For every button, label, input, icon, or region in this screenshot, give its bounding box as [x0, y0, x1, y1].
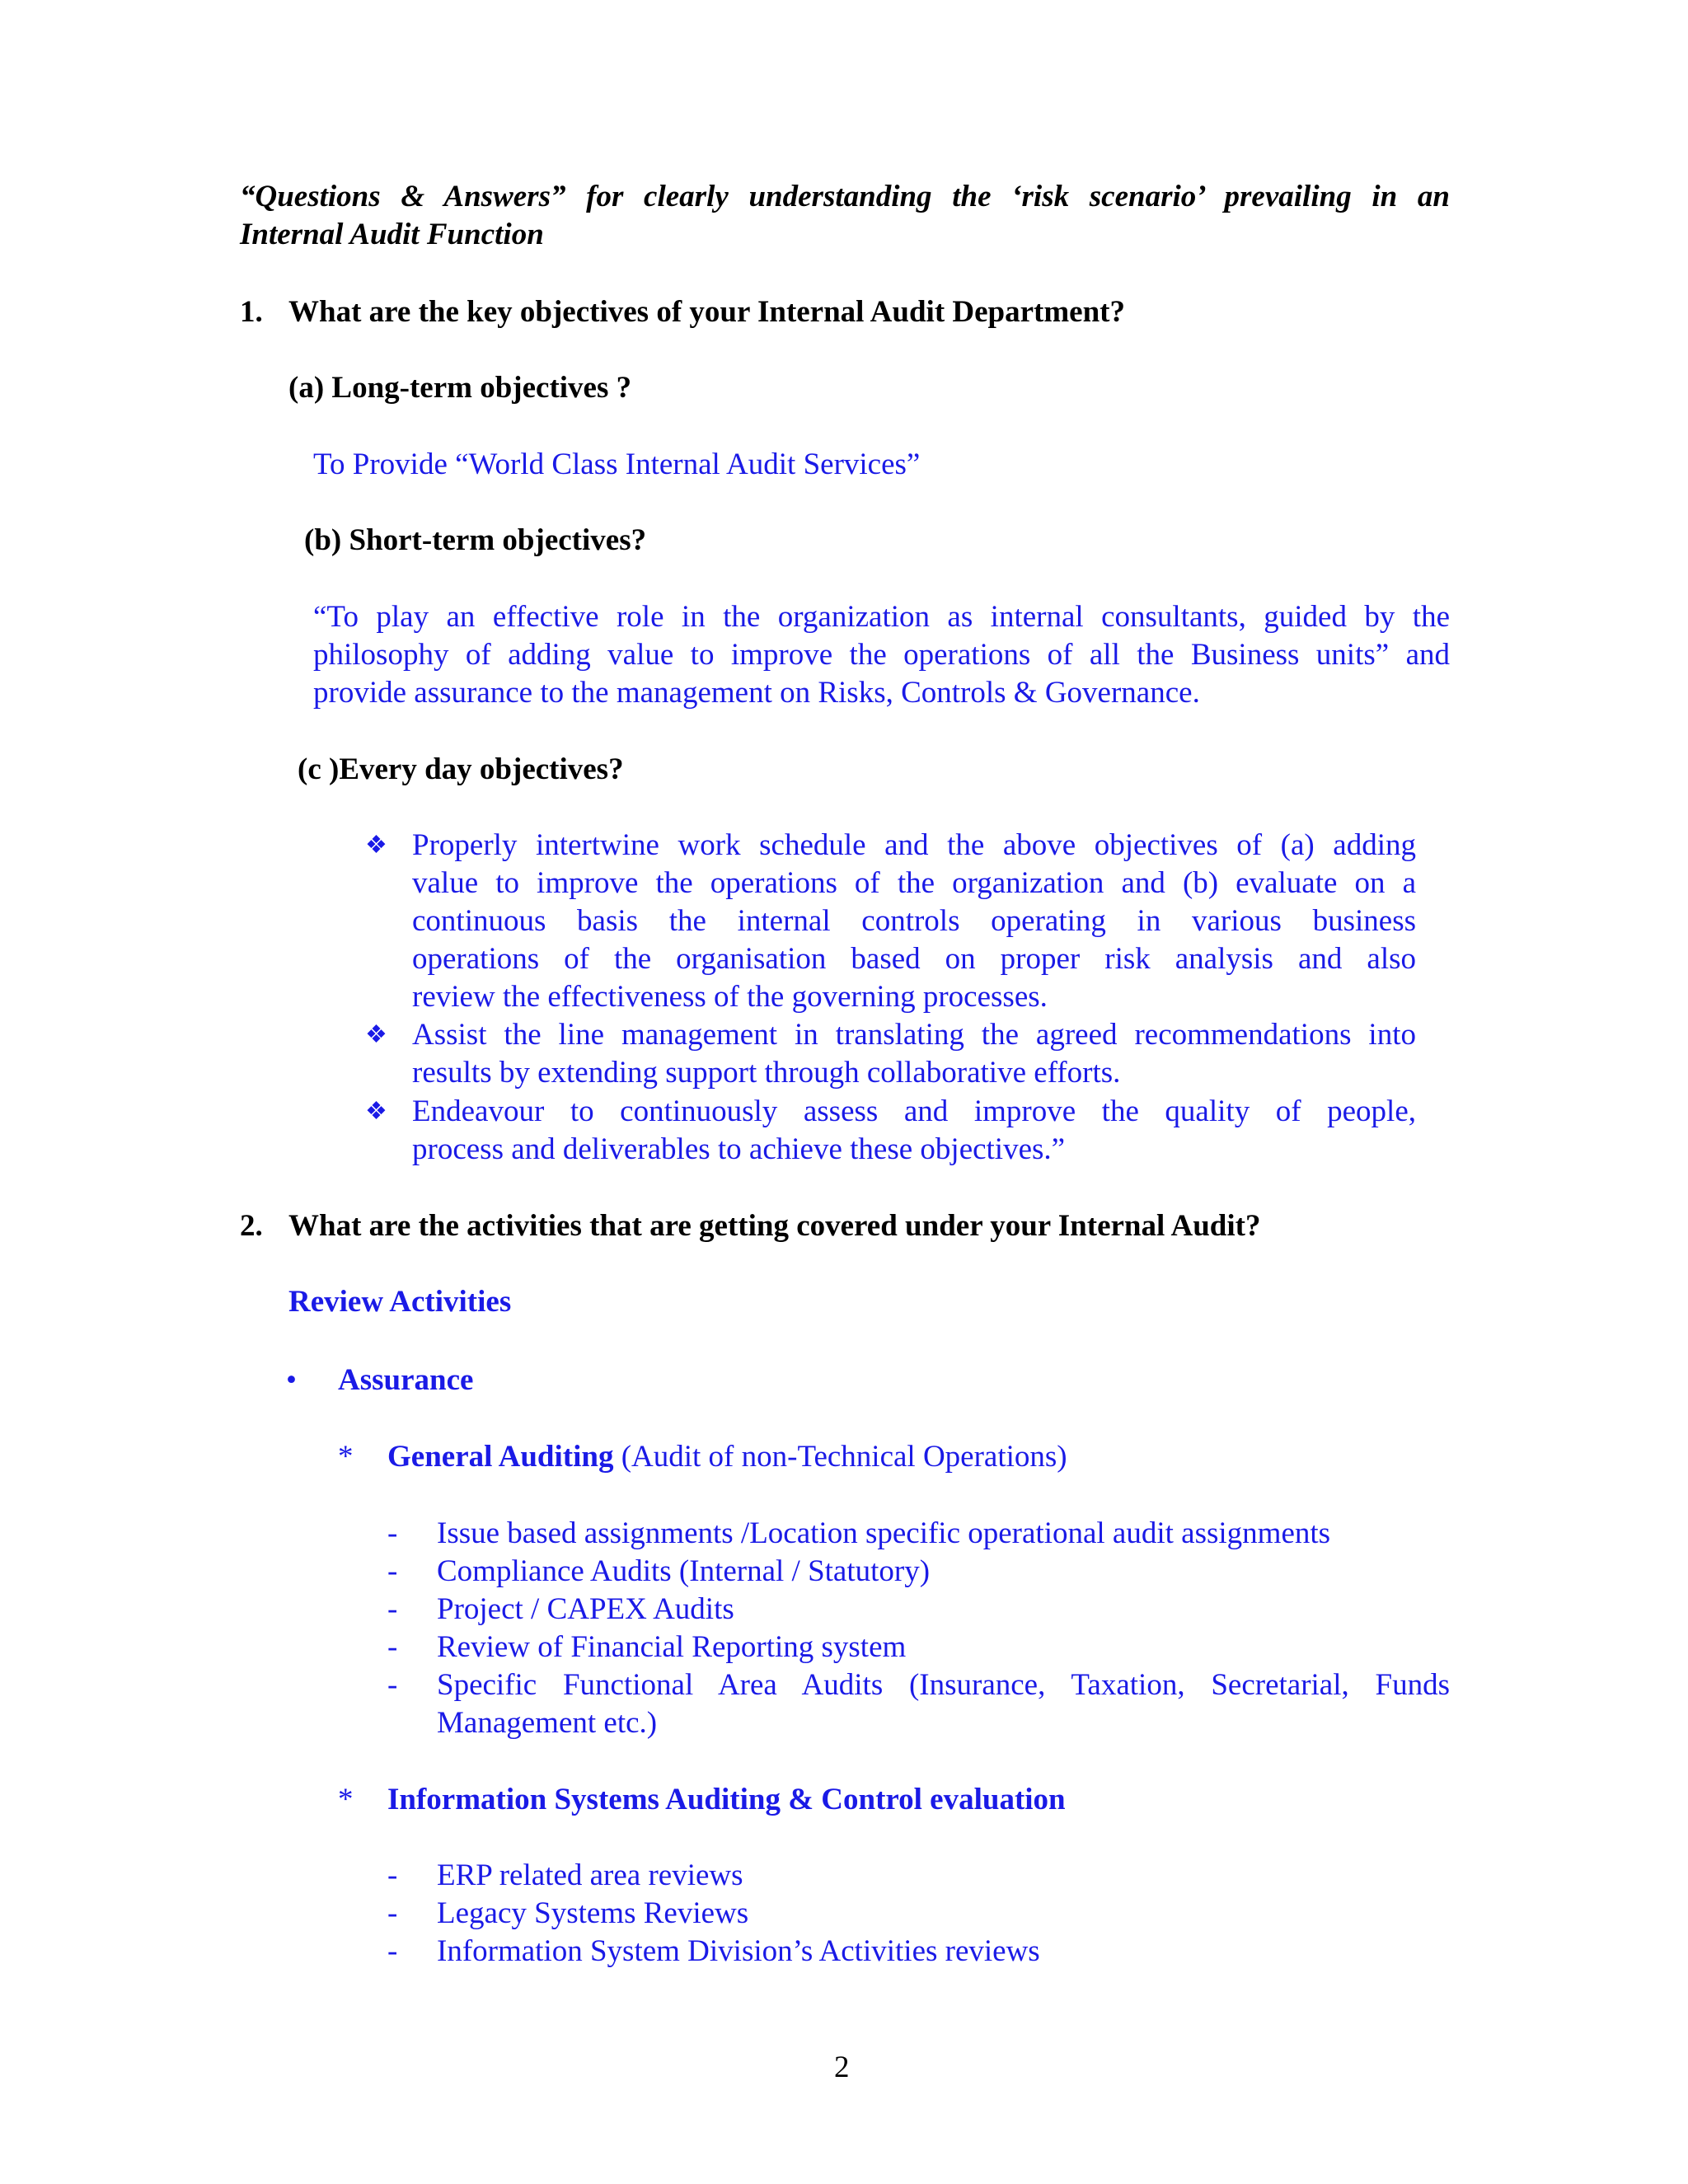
- every-day-bullet-1-line-2: value to improve the operations of the organization and (b) evaluate on a: [412, 866, 1416, 900]
- general-item-3: Project / CAPEX Audits: [437, 1592, 734, 1626]
- is-item-3: Information System Division’s Activities reviews: [437, 1934, 1040, 1968]
- assurance-bullet: •: [286, 1363, 297, 1397]
- general-item-2: Compliance Audits (Internal / Statutory): [437, 1554, 931, 1588]
- q1-long-term-answer: To Provide “World Class Internal Audit Services”: [313, 448, 921, 481]
- general-item-5-line-2: Management etc.): [437, 1706, 658, 1740]
- q1-short-term-answer-line-3: provide assurance to the management on Risks, Controls & Governance.: [313, 676, 1200, 710]
- general-auditing-star: *: [338, 1440, 354, 1474]
- assurance-label: Assurance: [338, 1363, 474, 1397]
- is-auditing-star: *: [338, 1783, 354, 1816]
- question-2-text: What are the activities that are getting covered under your Internal Audit?: [288, 1209, 1261, 1243]
- diamond-bullet-icon: ❖: [365, 1021, 387, 1048]
- question-1-number: 1.: [240, 295, 263, 329]
- every-day-bullet-2-line-2: results by extending support through collaborative efforts.: [412, 1056, 1121, 1090]
- general-auditing-subtitle: (Audit of non-Technical Operations): [613, 1440, 1067, 1474]
- q1-every-day-label: (c )Every day objectives?: [298, 752, 624, 786]
- general-item-1: Issue based assignments /Location specific operational audit assignments: [437, 1516, 1331, 1550]
- dash-bullet: -: [387, 1516, 398, 1550]
- dash-bullet: -: [387, 1668, 398, 1702]
- general-auditing-title: General Auditing: [387, 1440, 614, 1474]
- q1-short-term-answer-line-2: philosophy of adding value to improve the operations of all the Business units” and: [313, 638, 1450, 672]
- question-2-number: 2.: [240, 1209, 263, 1243]
- is-item-1: ERP related area reviews: [437, 1858, 743, 1892]
- page-number: 2: [834, 2050, 850, 2084]
- review-activities-heading: Review Activities: [288, 1285, 512, 1319]
- diamond-bullet-icon: ❖: [365, 832, 387, 859]
- every-day-bullet-3-line-1: Endeavour to continuously assess and improve the quality of people,: [412, 1094, 1416, 1128]
- is-item-2: Legacy Systems Reviews: [437, 1896, 749, 1930]
- every-day-bullet-1-line-4: operations of the organisation based on proper risk analysis and also: [412, 942, 1416, 976]
- doc-title-line-2: Internal Audit Function: [240, 218, 544, 251]
- general-item-5-line-1: Specific Functional Area Audits (Insurance, Taxation, Secretarial, Funds: [437, 1668, 1450, 1702]
- every-day-bullet-3-line-2: process and deliverables to achieve these objectives.”: [412, 1132, 1066, 1166]
- q1-long-term-label: (a) Long-term objectives ?: [288, 371, 632, 405]
- is-auditing-heading: Information Systems Auditing & Control evaluation: [387, 1783, 1066, 1816]
- q1-short-term-answer-line-1: “To play an effective role in the organization as internal consultants, guided by the: [313, 600, 1450, 634]
- q1-short-term-label: (b) Short-term objectives?: [304, 523, 647, 557]
- every-day-bullet-1-line-5: review the effectiveness of the governing processes.: [412, 980, 1048, 1014]
- dash-bullet: -: [387, 1630, 398, 1664]
- every-day-bullet-1-line-1: Properly intertwine work schedule and the above objectives of (a) adding: [412, 828, 1416, 862]
- every-day-bullet-2-line-1: Assist the line management in translating the agreed recommendations into: [412, 1018, 1416, 1052]
- diamond-bullet-icon: ❖: [365, 1098, 387, 1125]
- general-item-4: Review of Financial Reporting system: [437, 1630, 907, 1664]
- dash-bullet: -: [387, 1592, 398, 1626]
- general-auditing-heading: [387, 1438, 1067, 1476]
- dash-bullet: -: [387, 1934, 398, 1968]
- every-day-bullet-1-line-3: continuous basis the internal controls operating in various business: [412, 904, 1416, 938]
- dash-bullet: -: [387, 1896, 398, 1930]
- doc-title-line-1: “Questions & Answers” for clearly understanding the ‘risk scenario’ prevailing in an: [240, 180, 1450, 213]
- dash-bullet: -: [387, 1858, 398, 1892]
- question-1-text: What are the key objectives of your Internal Audit Department?: [288, 295, 1126, 329]
- dash-bullet: -: [387, 1554, 398, 1588]
